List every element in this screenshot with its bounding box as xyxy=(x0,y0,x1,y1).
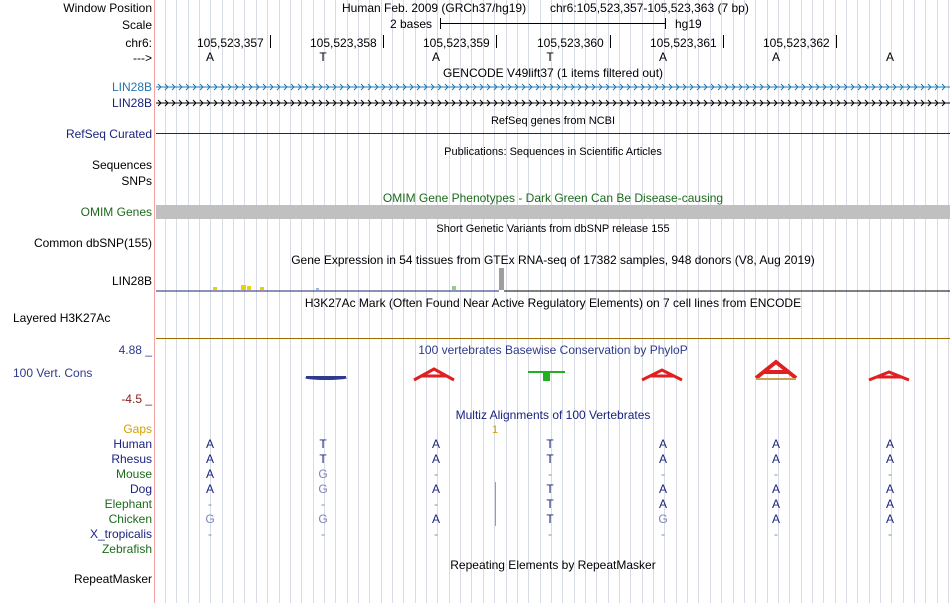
aligned-base: A xyxy=(771,512,780,526)
strand-label: ---> xyxy=(133,51,152,65)
aligned-base: A xyxy=(658,497,667,511)
gencode-transcript-1[interactable] xyxy=(156,82,950,92)
conservation-logo-t-green xyxy=(528,371,565,381)
gencode-transcript-2[interactable] xyxy=(156,98,950,108)
reference-base: T xyxy=(546,50,554,64)
reference-base: A xyxy=(658,50,667,64)
aligned-base: - xyxy=(774,527,778,541)
aligned-base: G xyxy=(205,512,215,526)
aligned-base: - xyxy=(434,467,438,481)
gtex-bar-blue-1 xyxy=(316,288,319,290)
aligned-base: A xyxy=(431,452,440,466)
reference-base: T xyxy=(319,50,327,64)
aligned-base: - xyxy=(208,527,212,541)
coord-tick xyxy=(610,35,611,48)
aligned-base: - xyxy=(434,497,438,511)
conservation-logo-a-red-1 xyxy=(414,369,454,380)
gtex-bar-yellow-4 xyxy=(260,287,264,290)
coord-tick xyxy=(383,35,384,48)
gtex-bar-yellow-1 xyxy=(213,287,217,290)
h3k27ac-baseline xyxy=(156,338,950,339)
aligned-base: G xyxy=(318,512,328,526)
gap-marker-line xyxy=(495,482,496,526)
scale-bar xyxy=(440,23,666,24)
aligned-base: G xyxy=(658,512,668,526)
gtex-bar-yellow-3 xyxy=(247,286,251,290)
aligned-base: - xyxy=(774,467,778,481)
conservation-min: -4.5 _ xyxy=(121,392,152,406)
gap-count: 1 xyxy=(492,424,499,436)
omim-track-title: OMIM Gene Phenotypes - Dark Green Can Be Disease-causing xyxy=(382,191,724,205)
aligned-base: A xyxy=(771,497,780,511)
label-separator xyxy=(154,0,155,603)
omim-label[interactable]: OMIM Genes xyxy=(80,205,152,219)
aligned-base: A xyxy=(205,437,214,451)
species-label-dog[interactable]: Dog xyxy=(129,482,152,496)
aligned-base: A xyxy=(205,467,214,481)
gtex-bar-gray xyxy=(499,268,504,290)
aligned-base: A xyxy=(885,437,894,451)
aligned-base: T xyxy=(319,437,327,451)
aligned-base: A xyxy=(658,482,667,496)
scale-text: 2 bases xyxy=(390,17,433,31)
aligned-base: A xyxy=(885,482,894,496)
reference-base: A xyxy=(431,50,440,64)
gencode-item-label-1[interactable]: LIN28B xyxy=(111,80,152,94)
aligned-base: T xyxy=(546,497,554,511)
scale-label: Scale xyxy=(121,18,152,32)
aligned-base: A xyxy=(885,497,894,511)
assembly-title: Human Feb. 2009 (GRCh37/hg19) xyxy=(342,1,527,15)
coord-tick xyxy=(496,35,497,48)
aligned-base: A xyxy=(205,452,214,466)
coord-label: 105,523,361 xyxy=(650,36,717,50)
conservation-logo-t-blue xyxy=(305,376,347,380)
conservation-label[interactable]: 100 Vert. Cons xyxy=(13,366,93,380)
coord-label: 105,523,359 xyxy=(423,36,490,50)
species-label-elephant[interactable]: Elephant xyxy=(104,497,152,511)
aligned-base: A xyxy=(431,512,440,526)
species-label-human[interactable]: Human xyxy=(113,437,152,451)
aligned-base: T xyxy=(546,512,554,526)
gencode-track-title: GENCODE V49lift37 (1 items filtered out) xyxy=(442,66,664,80)
gtex-expression-graph[interactable] xyxy=(156,268,950,293)
gtex-track-title: Gene Expression in 54 tissues from GTEx RNA-seq of 17382 samples, 948 donors (V8, Aug 2019) xyxy=(291,253,815,267)
coord-label: 105,523,360 xyxy=(537,36,604,50)
repeatmasker-track-title: Repeating Elements by RepeatMasker xyxy=(450,558,656,572)
aligned-base: - xyxy=(434,527,438,541)
coord-tick xyxy=(836,35,837,48)
coord-tick xyxy=(723,35,724,48)
coord-label: 105,523,357 xyxy=(197,36,264,50)
conservation-logo-a-red-3 xyxy=(756,362,796,378)
species-label-x_tropicalis[interactable]: X_tropicalis xyxy=(89,527,152,541)
repeatmasker-label[interactable]: RepeatMasker xyxy=(73,572,152,586)
publications-track-title: Publications: Sequences in Scientific Articles xyxy=(444,146,662,158)
scale-bar-left-cap xyxy=(440,18,441,29)
gtex-bar-green-1 xyxy=(452,286,456,290)
conservation-logo-a-red-2 xyxy=(642,370,682,380)
aligned-base: - xyxy=(888,467,892,481)
multiz-track-title: Multiz Alignments of 100 Vertebrates xyxy=(455,408,651,422)
aligned-base: G xyxy=(318,482,328,496)
aligned-base: T xyxy=(546,452,554,466)
aligned-base: - xyxy=(661,527,665,541)
refseq-label[interactable]: RefSeq Curated xyxy=(65,127,152,141)
aligned-base: G xyxy=(318,467,328,481)
aligned-base: - xyxy=(661,467,665,481)
omim-bar[interactable] xyxy=(156,205,950,219)
h3k27ac-label[interactable]: Layered H3K27Ac xyxy=(13,311,111,325)
sequences-label[interactable]: Sequences xyxy=(91,158,152,172)
species-label-mouse[interactable]: Mouse xyxy=(115,467,152,481)
aligned-base: A xyxy=(885,452,894,466)
position-range: chr6:105,523,357-105,523,363 (7 bp) xyxy=(550,1,749,15)
reference-base: A xyxy=(885,50,894,64)
dbsnp-label[interactable]: Common dbSNP(155) xyxy=(33,236,152,250)
aligned-base: T xyxy=(546,437,554,451)
aligned-base: - xyxy=(208,497,212,511)
gencode-item-label-2[interactable]: LIN28B xyxy=(111,96,152,110)
aligned-base: A xyxy=(431,482,440,496)
chrom-label: chr6: xyxy=(125,36,152,50)
refseq-gene-line[interactable] xyxy=(156,133,950,134)
species-label-chicken[interactable]: Chicken xyxy=(108,512,152,526)
scale-db: hg19 xyxy=(675,17,702,31)
species-label-zebrafish[interactable]: Zebrafish xyxy=(101,542,152,556)
aligned-base: A xyxy=(205,482,214,496)
aligned-base: - xyxy=(321,497,325,511)
coord-label: 105,523,358 xyxy=(310,36,377,50)
dbsnp-track-title: Short Genetic Variants from dbSNP release 155 xyxy=(436,223,670,235)
aligned-base: A xyxy=(658,437,667,451)
h3k27ac-track-title: H3K27Ac Mark (Often Found Near Active Regulatory Elements) on 7 cell lines from ENCODE xyxy=(304,296,802,310)
gtex-bar-yellow-2 xyxy=(241,285,246,290)
scale-bar-right-cap xyxy=(665,18,666,29)
aligned-base: A xyxy=(771,437,780,451)
aligned-base: T xyxy=(319,452,327,466)
aligned-base: - xyxy=(548,467,552,481)
conservation-logo-a-red-4 xyxy=(869,372,909,380)
aligned-base: A xyxy=(885,512,894,526)
refseq-track-title: RefSeq genes from NCBI xyxy=(490,115,616,127)
aligned-base: - xyxy=(321,527,325,541)
conservation-logo[interactable] xyxy=(156,358,950,384)
conservation-max: 4.88 _ xyxy=(118,343,152,357)
gtex-label[interactable]: LIN28B xyxy=(111,274,152,288)
species-label-rhesus[interactable]: Rhesus xyxy=(111,452,152,466)
gaps-label[interactable]: Gaps xyxy=(123,422,152,436)
aligned-base: T xyxy=(546,482,554,496)
snps-label[interactable]: SNPs xyxy=(121,174,152,188)
aligned-base: A xyxy=(431,437,440,451)
aligned-base: - xyxy=(888,527,892,541)
aligned-base: A xyxy=(771,452,780,466)
reference-base: A xyxy=(771,50,780,64)
aligned-base: - xyxy=(548,527,552,541)
window-position-label: Window Position xyxy=(63,1,152,15)
coord-tick xyxy=(270,35,271,48)
conservation-track-title: 100 vertebrates Basewise Conservation by PhyloP xyxy=(418,343,688,357)
aligned-base: A xyxy=(771,482,780,496)
aligned-base: A xyxy=(658,452,667,466)
coord-label: 105,523,362 xyxy=(763,36,830,50)
reference-base: A xyxy=(205,50,214,64)
